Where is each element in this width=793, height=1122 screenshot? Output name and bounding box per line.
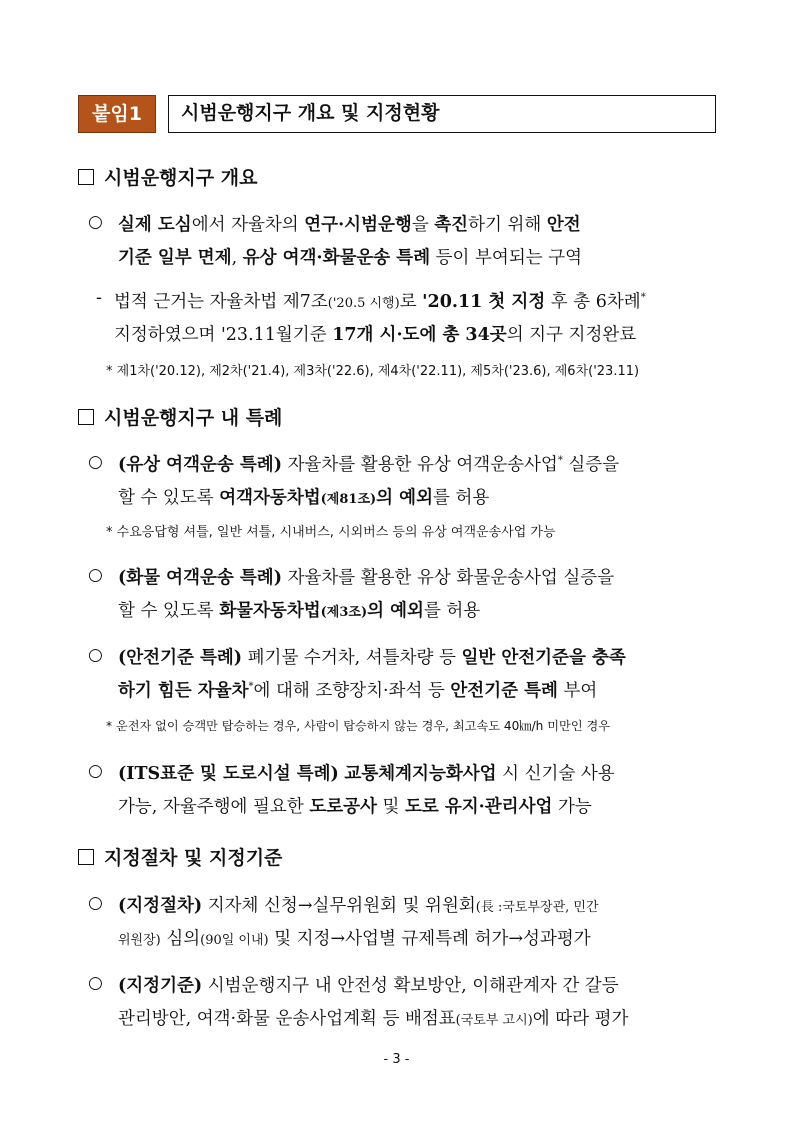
checkbox-square-icon (78, 849, 94, 865)
bullet-marker: ○ (88, 761, 103, 781)
overview-dash-line-1: 법적 근거는 자율차법 제7조('20.5 시행)로 '20.11 첫 지정 후 총 6차례* (114, 292, 646, 312)
attachment-title: 시범운행지구 개요 및 지정현황 (168, 95, 716, 133)
special-bullet-4-line-1: (ITS표준 및 도로시설 특례) 교통체계지능화사업 시 신기술 사용 (118, 764, 615, 784)
special-bullet-3-line-1: (안전기준 특례) 폐기물 수거차, 셔틀차량 등 일반 안전기준을 충족 (118, 648, 626, 668)
checkbox-square-icon (78, 169, 94, 185)
special-footnote-3: * 운전자 없이 승객만 탑승하는 경우, 사람이 탑승하지 않는 경우, 최고속도 40㎞/h 미만인 경우 (106, 719, 611, 733)
bullet-marker: ○ (88, 645, 103, 665)
section-heading-special (78, 403, 282, 430)
procedure-bullet-1-line-2: 위원장) 심의(90일 이내) 및 지정→사업별 규제특례 허가→성과평가 (118, 929, 591, 949)
special-bullet-2-line-1: (화물 여객운송 특례) 자율차를 활용한 유상 화물운송사업 실증을 (118, 568, 615, 588)
overview-bullet-line-1: 실제 도심에서 자율차의 연구·시범운행을 촉진하기 위해 안전 (118, 215, 581, 235)
special-bullet-1-line-2: 할 수 있도록 여객자동차법(제81조)의 예외를 허용 (118, 488, 490, 508)
special-footnote-1: * 수요응답형 셔틀, 일반 셔틀, 시내버스, 시외버스 등의 유상 여객운송사업 가능 (106, 525, 556, 540)
overview-bullet-line-2: 기준 일부 면제, 유상 여객·화물운송 특례 등이 부여되는 구역 (118, 248, 583, 268)
bullet-marker: ○ (88, 565, 103, 585)
section-title: 지정절차 및 지정기준 (104, 847, 283, 869)
special-bullet-1-line-1: (유상 여객운송 특례) 자율차를 활용한 유상 여객운송사업* 실증을 (118, 455, 620, 475)
special-bullet-3-line-2: 하기 힘든 자율차*에 대해 조향장치·좌석 등 안전기준 특례 부여 (118, 681, 598, 701)
section-heading-procedure (78, 843, 282, 870)
dash-marker: - (96, 288, 102, 308)
section-heading-overview (78, 163, 257, 190)
checkbox-square-icon (78, 409, 94, 425)
section-title: 시범운행지구 내 특례 (104, 407, 283, 429)
bullet-marker: ○ (88, 893, 103, 913)
special-bullet-4-line-2: 가능, 자율주행에 필요한 도로공사 및 도로 유지·관리사업 가능 (118, 797, 592, 817)
attachment-header (78, 95, 716, 133)
bullet-marker: ○ (88, 452, 103, 472)
overview-dash-line-2: 지정하였으며 '23.11월기준 17개 시·도에 총 34곳의 지구 지정완료 (114, 325, 637, 345)
procedure-bullet-2-line-2: 관리방안, 여객·화물 운송사업계획 등 배점표(국토부 고시)에 따라 평가 (118, 1009, 629, 1029)
procedure-bullet-2-line-1: (지정기준) 시범운행지구 내 안전성 확보방안, 이해관계자 간 갈등 (118, 976, 619, 996)
section-title: 시범운행지구 개요 (104, 167, 258, 189)
procedure-bullet-1-line-1: (지정절차) 지자체 신청→실무위원회 및 위원회(長 :국토부장관, 민간 (118, 896, 599, 916)
page-number: - 3 - (383, 1052, 410, 1067)
bullet-marker: ○ (88, 973, 103, 993)
attachment-tag: 붙임1 (78, 95, 156, 133)
bullet-marker: ○ (88, 212, 103, 232)
overview-footnote: * 제1차('20.12), 제2차('21.4), 제3차('22.6), 제4차('22.11), 제5차('23.6), 제6차('23.11) (106, 364, 640, 379)
special-bullet-2-line-2: 할 수 있도록 화물자동차법(제3조)의 예외를 허용 (118, 601, 481, 621)
